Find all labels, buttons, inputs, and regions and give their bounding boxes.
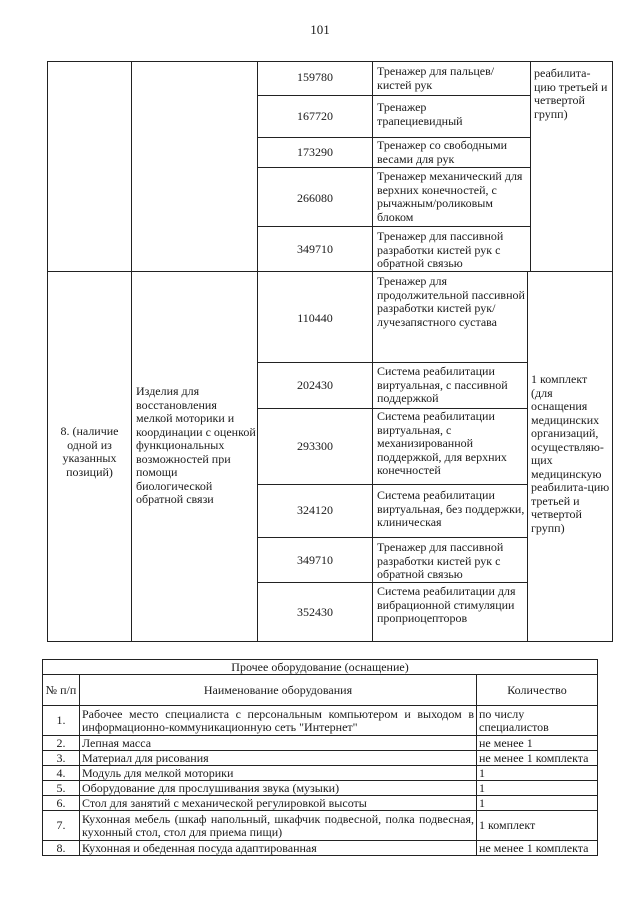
table-row [43,706,598,736]
table-row [43,766,598,781]
item-code: 173290 [297,145,333,159]
page-number: 101 [310,22,330,37]
item-name: Тренажер для пассивной разработки кистей рук с обратной связью [377,540,504,581]
row-num: 6. [43,796,80,811]
row-name: Стол для занятий с механической регулировкой высоты [80,796,477,811]
item-name: Система реабилитации виртуальная, с пассивной поддержкой [377,364,508,405]
row-num: 3. [43,751,80,766]
item-code: 202430 [297,378,333,392]
row-num: 4. [43,766,80,781]
row-qty: 1 [477,766,598,781]
table-row [43,751,598,766]
row-qty: 1 [477,781,598,796]
row-num: 5. [43,781,80,796]
table-title: Прочее оборудование (оснащение) [43,660,598,675]
item-name: Тренажер механический для верхних конечностей, с рычажным/роликовым блоком [377,169,523,224]
row-name: Модуль для мелкой моторики [80,766,477,781]
row-name: Оборудование для прослушивания звука (музыки) [80,781,477,796]
item-name: Система реабилитации виртуальная, без поддержки, клиническая [377,488,525,529]
item-code: 352430 [297,605,333,619]
row-name: Материал для рисования [80,751,477,766]
item-code: 167720 [297,109,333,123]
row-num: 8. [43,841,80,856]
group-number: 8. (наличие одной из указанных позиций) [60,424,119,479]
row-qty: 1 [477,796,598,811]
item-name: Тренажер со свободными весами для рук [377,138,508,166]
table-row [43,841,598,856]
item-name: Тренажер для продолжительной пассивной разработки кистей рук/лучезапястного сустава [377,274,525,329]
row-qty: 1 комплект [477,811,598,841]
item-name: Система реабилитации для вибрационной стимуляции проприоцепторов [377,584,516,625]
table-row [43,781,598,796]
row-qty: не менее 1 комплекта [477,841,598,856]
item-code: 349710 [297,242,333,256]
row-name: Рабочее место специалиста с персональным компьютером и выходом в информационно-коммуникационную сеть "Интернет" [80,706,477,736]
quantity-cell: 1 комплект (для оснащения медицинских организаций, осуществляю-щих медицинскую реабилита-цию третьей и четвертой групп) [531,372,610,535]
table-row [43,796,598,811]
row-name: Кухонная и обеденная посуда адаптированная [80,841,477,856]
row-qty: не менее 1 комплекта [477,751,598,766]
row-qty: не менее 1 [477,736,598,751]
table-row [43,811,598,841]
row-num: 1. [43,706,80,736]
item-name: Тренажер для пассивной разработки кистей рук с обратной связью [377,229,504,270]
item-code: 110440 [297,311,333,325]
row-name: Кухонная мебель (шкаф напольный, шкафчик подвесной, полка подвесная, кухонный стол, стол для приема пищи) [80,811,477,841]
group-name: Изделия для восстановления мелкой моторики и координации с оценкой функциональных возможностей при помощи биологической обратной связи [136,384,256,506]
row-name: Лепная масса [80,736,477,751]
other-equipment-table [42,659,598,856]
item-code: 349710 [297,553,333,567]
item-name: Тренажер трапециевидный [377,100,463,128]
header-qty: Количество [477,675,598,706]
item-name: Тренажер для пальцев/кистей рук [377,64,495,92]
table-row [43,736,598,751]
item-code: 324120 [297,503,333,517]
row-qty: по числу специалистов [477,706,598,736]
item-code: 266080 [297,191,333,205]
row-num: 7. [43,811,80,841]
item-code: 293300 [297,439,333,453]
item-name: Система реабилитации виртуальная, с механизированной поддержкой, для верхних конечностей [377,409,507,477]
header-name: Наименование оборудования [80,675,477,706]
item-code: 159780 [297,70,333,84]
quantity-cell: реабилита-цию третьей и четвертой групп) [534,66,608,121]
row-num: 2. [43,736,80,751]
header-num: № п/п [43,675,80,706]
